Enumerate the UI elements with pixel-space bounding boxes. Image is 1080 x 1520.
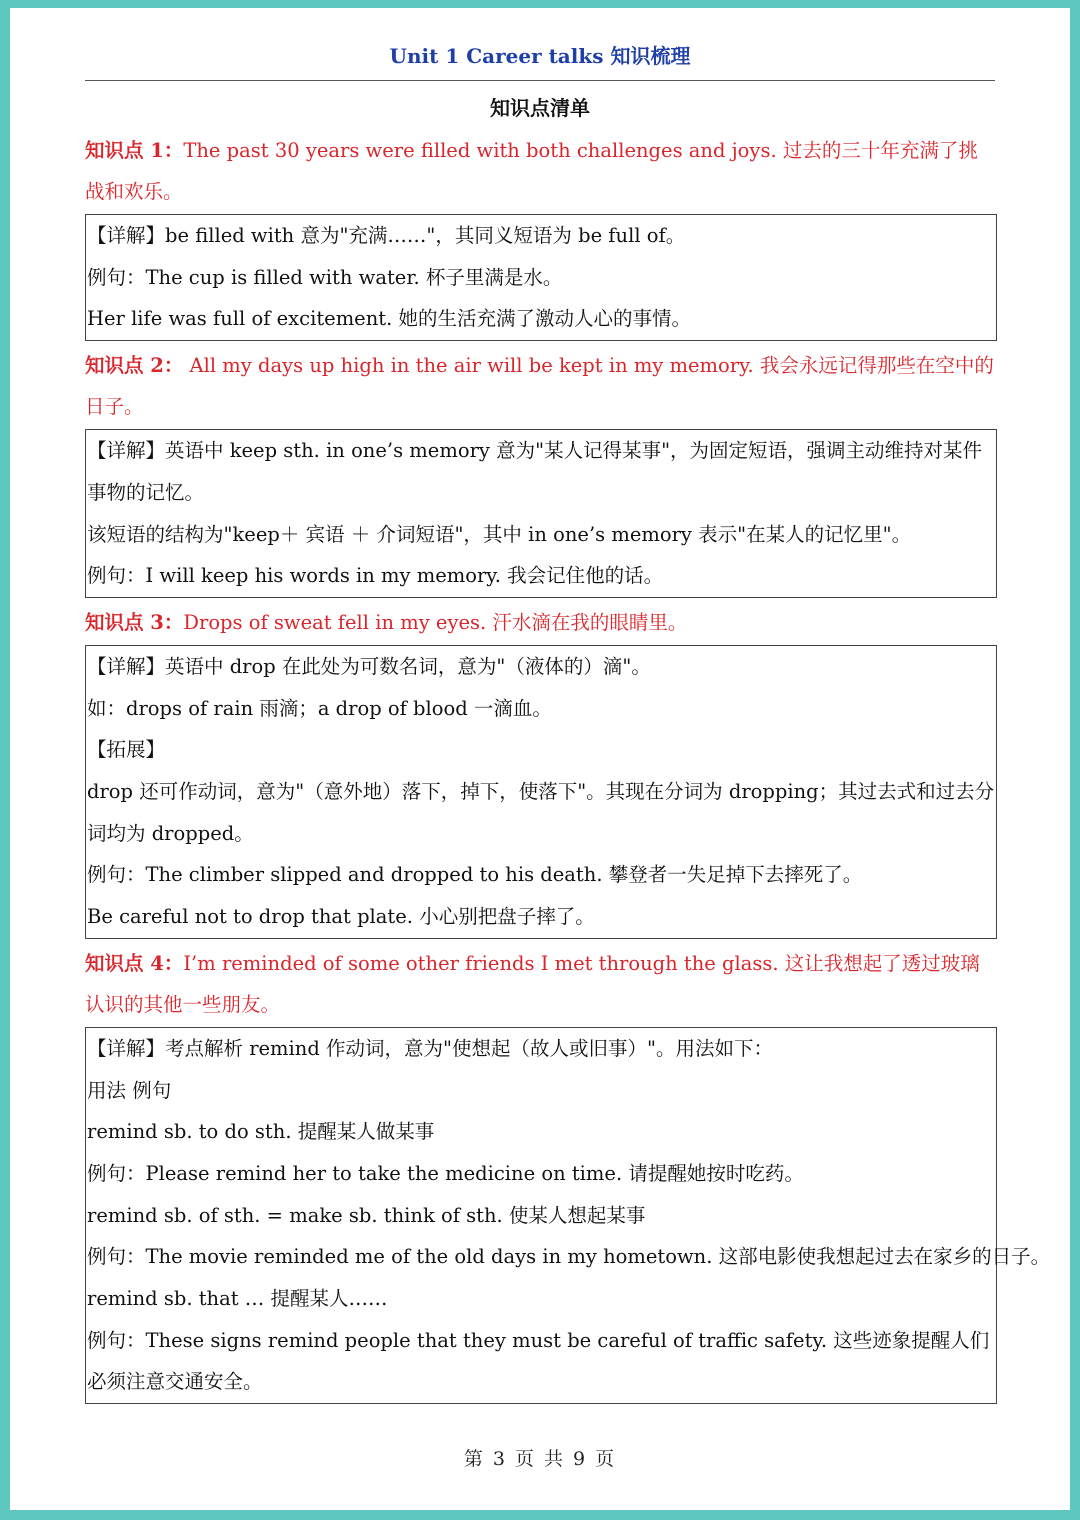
document-page [10,8,1070,1510]
explanation-line: drop 还可作动词，意为"（意外地）落下，掉下，使落下"。其现在分词为 dropping；其过去式和过去分词均为 dropped。 [87,780,995,845]
usage-line: remind sb. of sth. = make sb. think of sth. 使某人想起某事 [87,1203,646,1227]
usage-header-line: 用法 例句 [87,1078,172,1102]
example-line: 例句：The movie reminded me of the old days in my hometown. 这部电影使我想起过去在家乡的日子。 [87,1245,1051,1269]
knowledge-point-4-heading [85,943,997,1025]
knowledge-point-sentence: I’m reminded of some other friends I met through the glass. 这让我想起了透过玻璃认识的其他一些朋友。 [85,951,980,1016]
example-line: 例句：The climber slipped and dropped to his death. 攀登者一失足掉下去摔死了。 [87,863,863,887]
extension-heading: 【拓展】 [87,738,166,762]
explanation-line: 【详解】英语中 drop 在此处为可数名词，意为"（液体的）滴"。 [87,654,651,678]
knowledge-point-1-explanation [85,214,997,341]
example-line: 如：drops of rain 雨滴；a drop of blood 一滴血。 [87,696,552,720]
example-line: Be careful not to drop that plate. 小心别把盘子摔了。 [87,905,595,929]
example-line: 例句：Please remind her to take the medicine on time. 请提醒她按时吃药。 [87,1161,804,1185]
knowledge-points [85,130,1051,1408]
explanation-line: 【详解】be filled with 意为"充满……"，其同义短语为 be full of。 [87,224,686,247]
example-line: 例句：The cup is filled with water. 杯子里满是水。 [87,265,563,289]
knowledge-point-2-heading [85,345,997,427]
knowledge-point-sentence: All my days up high in the air will be kept in my memory. 我会永远记得那些在空中的日子。 [85,354,994,419]
usage-line: remind sb. to do sth. 提醒某人做某事 [87,1120,435,1144]
header-divider [85,80,995,81]
explanation-line: 【详解】英语中 keep sth. in one’s memory 意为"某人记得某事"，为固定短语，强调主动维持对某件事物的记忆。 [87,439,983,504]
knowledge-point-4-explanation [85,1027,1051,1404]
example-line: 例句：These signs remind people that they must be careful of traffic safety. 这些迹象提醒人们必须注意交通安全。 [87,1328,990,1394]
explanation-line: 该短语的结构为"keep＋ 宾语 ＋ 介词短语"，其中 in one’s memory 表示"在某人的记忆里"。 [87,522,912,546]
knowledge-point-3-explanation [85,645,997,939]
knowledge-point-label: 知识点 2： [85,354,184,378]
page-header-title: Unit 1 Career talks 知识梳理 [389,44,691,68]
knowledge-point-sentence: Drops of sweat fell in my eyes. 汗水滴在我的眼睛里。 [183,610,688,634]
knowledge-point-3-heading [85,602,997,643]
usage-line: remind sb. that … 提醒某人…… [87,1287,388,1311]
page-number-footer: 第 3 页 共 9 页 [463,1448,617,1470]
knowledge-point-label: 知识点 1： [85,139,184,162]
knowledge-point-label: 知识点 3： [85,610,184,634]
knowledge-point-1-heading [85,130,997,212]
example-line: 例句：I will keep his words in my memory. 我会记住他的话。 [87,564,664,588]
section-title: 知识点清单 [490,96,590,120]
knowledge-point-2-explanation [85,429,997,598]
explanation-line: 【详解】考点解析 remind 作动词，意为"使想起（故人或旧事）"。用法如下： [87,1036,773,1060]
knowledge-point-sentence: The past 30 years were filled with both challenges and joys. 过去的三十年充满了挑战和欢乐。 [85,139,978,203]
knowledge-point-label: 知识点 4： [85,951,184,975]
example-line: Her life was full of excitement. 她的生活充满了激动人心的事情。 [87,307,692,331]
